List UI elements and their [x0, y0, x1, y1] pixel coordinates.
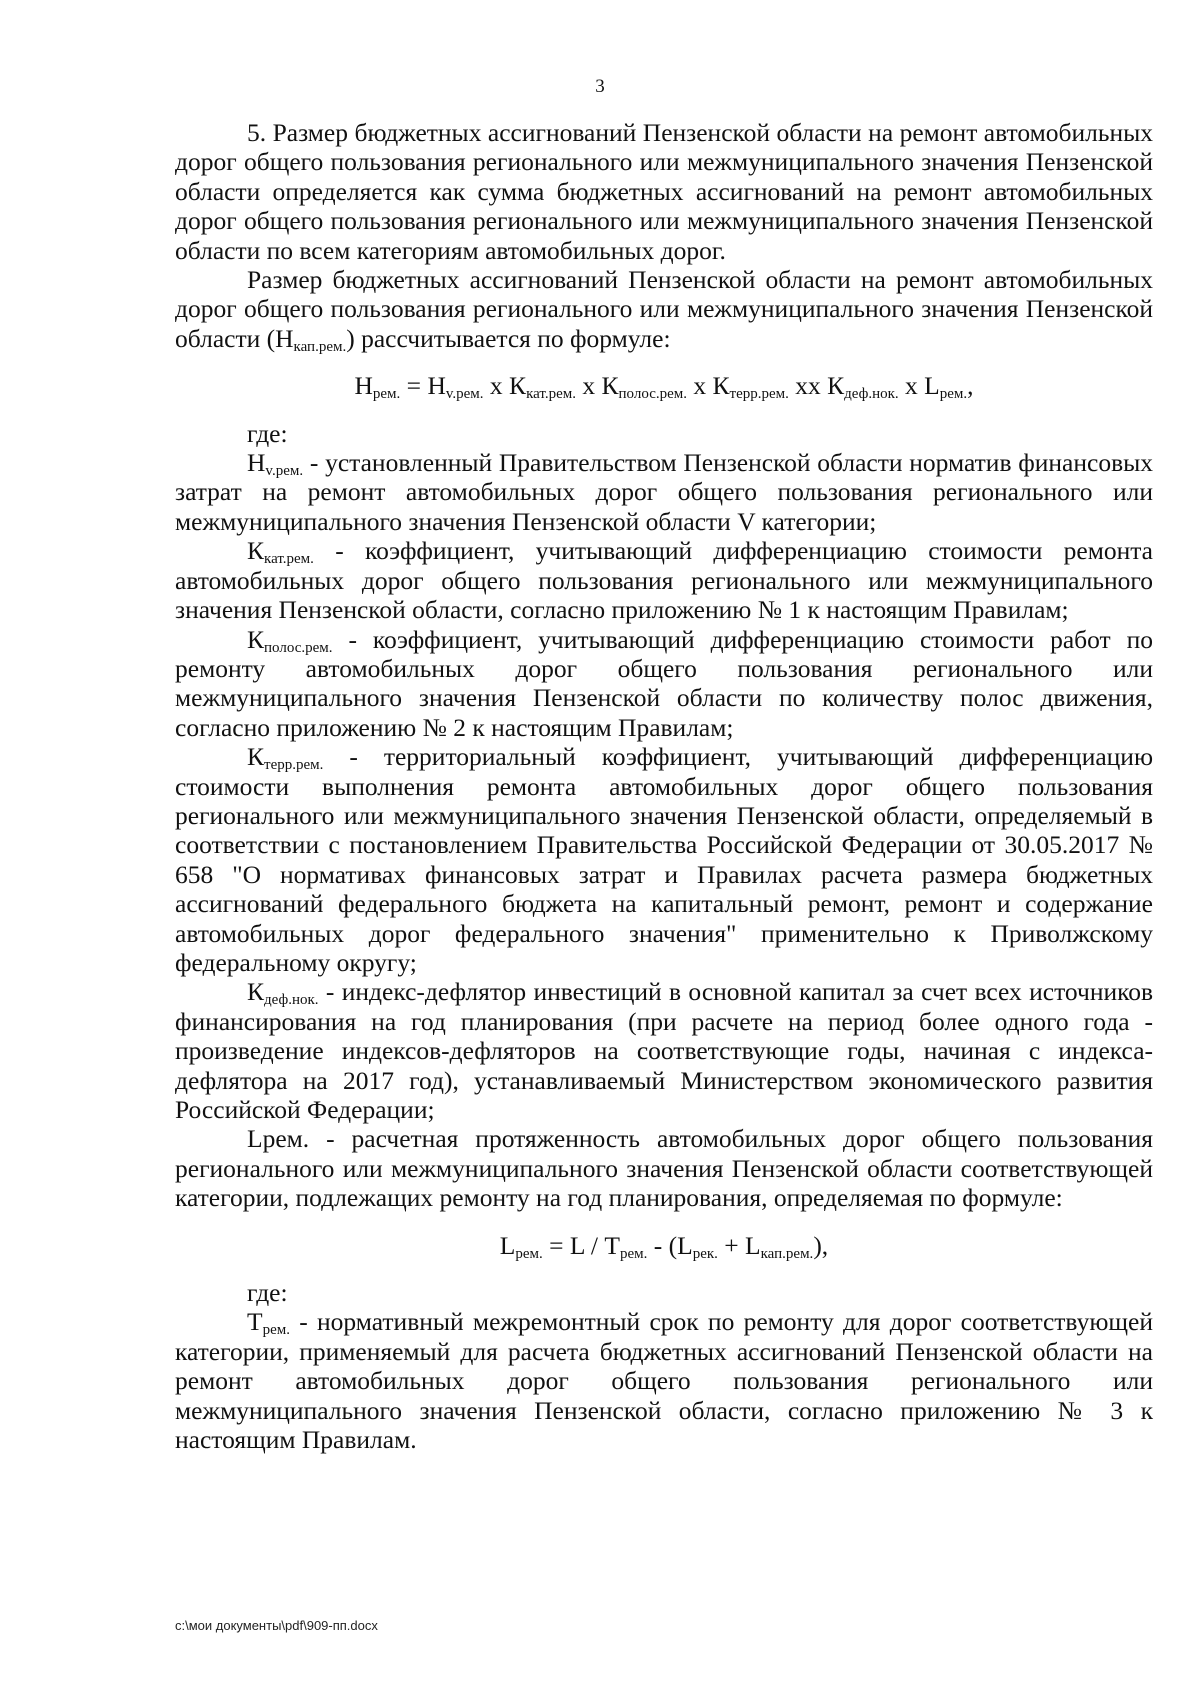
paragraph-text-end: ) рассчитывается по формуле:: [346, 323, 671, 353]
footer-file-path: c:\мои документы\pdf\909-пп.docx: [175, 1618, 378, 1633]
definition-k-kat-rem: $К_{кат.рем.}$ - коэффициент, учитывающий дифференциацию стоимости ремонта автомобильных дорог общего пользования регионального или межмуниципального значения Пензенской области, согласно приложению № 1 к настоящим Правилам;: [175, 536, 1153, 625]
definition-l-rem: Lрем. - расчетная протяженность автомобильных дорог общего пользования регионального или межмуниципального значения Пензенской области соответствующей категории, подлежащих ремонту на год планирования, определяемая по формуле:: [175, 1124, 1153, 1213]
where-label-1: где:: [247, 418, 288, 448]
document-body: [175, 118, 1153, 1454]
paragraph-budget-formula-intro: [175, 265, 1153, 353]
where-label-2: где:: [247, 1278, 288, 1308]
formula-n-rem: $Н_{рем.} = Н_{v.рем.}$ х $К_{кат.рем.}$ х $К_{полос.рем.}$ х $К_{терр.рем.}$ хх $К_{деф.нок.}$ х $L_{рем.}$,: [354, 371, 974, 403]
paragraph-text: Размер бюджетных ассигнований Пензенской области на ремонт автомобильных дорог общего пользования регионального или межмуниципального значения Пензенской области (: [175, 265, 1153, 353]
symbol-n-kap-rem: $Н_{кап.рем.}$: [275, 323, 347, 355]
definition-k-terr-rem: $К_{терр.рем.}$ - территориальный коэффициент, учитывающий дифференциацию стоимости выполнения ремонта автомобильных дорог общего пользования регионального или межмуниципального значения Пензенской области, определяемый в соответствии с постановлением Правительства Российской Федерации от 30.05.2017 № 658 "О нормативах финансовых затрат и Правилах расчета размера бюджетных ассигнований федерального бюджета на капитальный ремонт, ремонт и содержание автомобильных дорог федерального значения" применительно к Приволжскому федеральному округу;: [175, 742, 1153, 977]
paragraph-budget-size: 5. Размер бюджетных ассигнований Пензенской области на ремонт автомобильных дорог общего пользования регионального или межмуниципального значения Пензенской области определяется как сумма бюджетных ассигнований на ремонт автомобильных дорог общего пользования регионального или межмуниципального значения Пензенской области по всем категориям автомобильных дорог.: [175, 118, 1153, 265]
definition-k-polos-rem: $К_{полос.рем.}$ - коэффициент, учитывающий дифференциацию стоимости работ по ремонту автомобильных дорог общего пользования регионального или межмуниципального значения Пензенской области по количеству полос движения, согласно приложению № 2 к настоящим Правилам;: [175, 624, 1153, 742]
page-number: 3: [595, 76, 605, 97]
definition-hv-rem: $Н_{v.рем.}$ - установленный Правительством Пензенской области норматив финансовых затрат на ремонт автомобильных дорог общего пользования регионального или межмуниципального значения Пензенской области V категории;: [175, 448, 1153, 536]
formula-l-rem: $L_{рем.} = L / Т_{рем.} - (L_{рек.} + L_{кап.рем.})$,: [499, 1230, 829, 1262]
definition-t-rem: $Т_{рем.}$ - нормативный межремонтный срок по ремонту для дорог соответствующей категории, применяемый для расчета бюджетных ассигнований Пензенской области на ремонт автомобильных дорог общего пользования регионального или межмуниципального значения Пензенской области, согласно приложению № 3 к настоящим Правилам.: [175, 1307, 1153, 1455]
definition-k-def-nok: $К_{деф.нок.}$ - индекс-дефлятор инвестиций в основной капитал за счет всех источников финансирования на год планирования (при расчете на период более одного года - произведение индексов-дефляторов на соответствующие годы, начиная с индекса-дефлятора на 2017 год), устанавливаемый Министерством экономического развития Российской Федерации;: [175, 977, 1153, 1124]
